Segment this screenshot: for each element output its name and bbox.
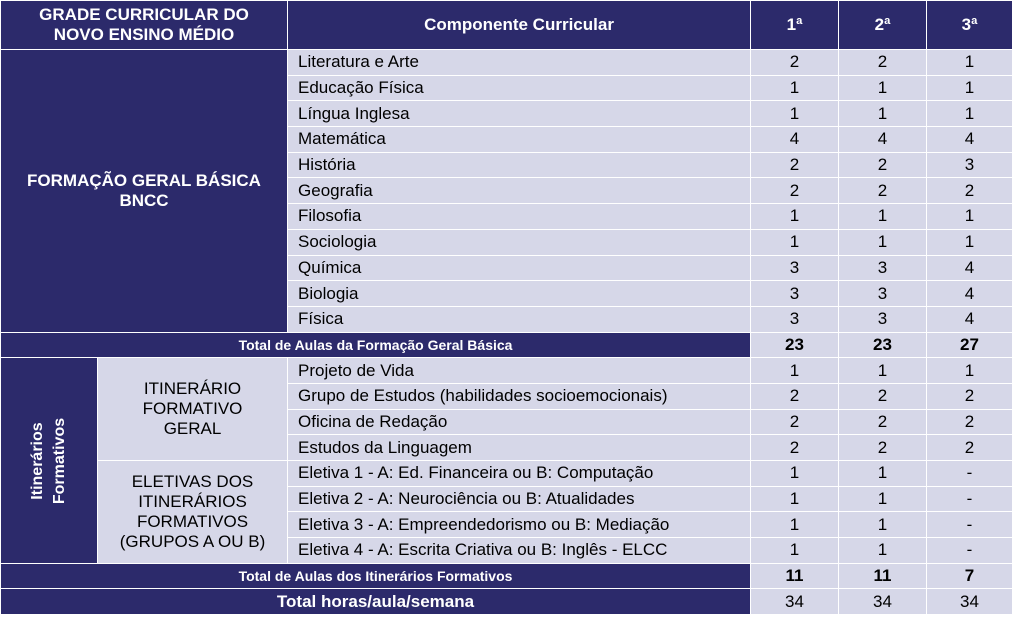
year3-value: 2: [927, 435, 1013, 461]
component-name: Estudos da Linguagem: [288, 435, 751, 461]
component-name: Matemática: [288, 127, 751, 153]
grand-total-year2: 34: [839, 589, 927, 615]
grand-total-year3: 34: [927, 589, 1013, 615]
year2-value: 2: [839, 409, 927, 435]
year2-value: 3: [839, 281, 927, 307]
column-header-year3: 3ª: [927, 1, 1013, 50]
component-name: Química: [288, 255, 751, 281]
itinerarios-total-label: Total de Aulas dos Itinerários Formativos: [1, 563, 751, 589]
year2-value: 1: [839, 75, 927, 101]
table-row: [1, 358, 1013, 384]
year2-value: 1: [839, 512, 927, 538]
year1-value: 2: [751, 409, 839, 435]
component-name: Geografia: [288, 178, 751, 204]
year3-value: -: [927, 461, 1013, 487]
year2-value: 3: [839, 255, 927, 281]
year3-value: -: [927, 512, 1013, 538]
year3-value: 4: [927, 127, 1013, 153]
year1-value: 1: [751, 486, 839, 512]
year3-value: 4: [927, 306, 1013, 332]
year3-value: 1: [927, 204, 1013, 230]
year1-value: 3: [751, 306, 839, 332]
component-name: Eletiva 1 - A: Ed. Financeira ou B: Computação: [288, 461, 751, 487]
itinerarios-total-year3: 7: [927, 563, 1013, 589]
year1-value: 1: [751, 358, 839, 384]
component-name: Eletiva 4 - A: Escrita Criativa ou B: Inglês - ELCC: [288, 538, 751, 564]
year1-value: 1: [751, 101, 839, 127]
component-name: Biologia: [288, 281, 751, 307]
bncc-group-label: [1, 50, 288, 333]
year3-value: 2: [927, 178, 1013, 204]
component-name: Língua Inglesa: [288, 101, 751, 127]
itinerarios-label-line2: Formativos: [51, 417, 68, 504]
year2-value: 2: [839, 383, 927, 409]
year1-value: 1: [751, 538, 839, 564]
grand-total-row: [1, 589, 1013, 615]
itinerario-geral-line1: ITINERÁRIO: [143, 379, 242, 399]
component-name: Grupo de Estudos (habilidades socioemocionais): [288, 383, 751, 409]
year2-value: 2: [839, 178, 927, 204]
year2-value: 1: [839, 538, 927, 564]
bncc-label-line1: FORMAÇÃO GERAL BÁSICA: [27, 170, 261, 190]
itinerarios-label-line1: Itinerários: [29, 421, 46, 500]
component-name: Projeto de Vida: [288, 358, 751, 384]
grand-total-label: Total horas/aula/semana: [1, 589, 751, 615]
column-header-component: Componente Curricular: [288, 1, 751, 50]
itinerarios-total-row: [1, 563, 1013, 589]
year3-value: 1: [927, 75, 1013, 101]
year3-value: 4: [927, 255, 1013, 281]
year1-value: 3: [751, 255, 839, 281]
year3-value: 1: [927, 50, 1013, 76]
year2-value: 2: [839, 50, 927, 76]
bncc-total-year3: 27: [927, 332, 1013, 358]
eletivas-line3: FORMATIVOS: [136, 511, 249, 531]
year3-value: -: [927, 538, 1013, 564]
year2-value: 1: [839, 358, 927, 384]
component-name: Filosofia: [288, 204, 751, 230]
itinerario-geral-line3: GERAL: [163, 419, 222, 439]
bncc-total-label: Total de Aulas da Formação Geral Básica: [1, 332, 751, 358]
year1-value: 4: [751, 127, 839, 153]
eletivas-label: [98, 461, 288, 564]
year1-value: 3: [751, 281, 839, 307]
component-name: Física: [288, 306, 751, 332]
eletivas-line1: ELETIVAS DOS: [131, 471, 254, 491]
year2-value: 2: [839, 435, 927, 461]
table-row: [1, 50, 1013, 76]
year3-value: 2: [927, 383, 1013, 409]
header-row: [1, 1, 1013, 50]
component-name: Educação Física: [288, 75, 751, 101]
component-name: História: [288, 152, 751, 178]
table-title-line2: NOVO ENSINO MÉDIO: [53, 25, 235, 44]
year1-value: 1: [751, 204, 839, 230]
eletivas-line2: ITINERÁRIOS: [138, 491, 247, 511]
year2-value: 2: [839, 152, 927, 178]
itinerarios-total-year2: 11: [839, 563, 927, 589]
component-name: Literatura e Arte: [288, 50, 751, 76]
component-name: Eletiva 2 - A: Neurociência ou B: Atualidades: [288, 486, 751, 512]
year2-value: 1: [839, 229, 927, 255]
year3-value: 2: [927, 409, 1013, 435]
year3-value: 3: [927, 152, 1013, 178]
grand-total-year1: 34: [751, 589, 839, 615]
table-title: [1, 1, 288, 50]
year1-value: 1: [751, 75, 839, 101]
year1-value: 2: [751, 383, 839, 409]
year3-value: 1: [927, 101, 1013, 127]
year1-value: 2: [751, 178, 839, 204]
itinerario-geral-line2: FORMATIVO: [142, 399, 243, 419]
eletivas-line4: (GRUPOS A OU B): [119, 531, 266, 551]
year3-value: 1: [927, 358, 1013, 384]
year1-value: 1: [751, 461, 839, 487]
table-title-line1: GRADE CURRICULAR DO: [39, 5, 249, 24]
year2-value: 4: [839, 127, 927, 153]
year3-value: 1: [927, 229, 1013, 255]
year3-value: -: [927, 486, 1013, 512]
component-name: Eletiva 3 - A: Empreendedorismo ou B: Mediação: [288, 512, 751, 538]
year1-value: 2: [751, 152, 839, 178]
year1-value: 1: [751, 512, 839, 538]
bncc-total-year1: 23: [751, 332, 839, 358]
column-header-year2: 2ª: [839, 1, 927, 50]
column-header-year1: 1ª: [751, 1, 839, 50]
year3-value: 4: [927, 281, 1013, 307]
component-name: Oficina de Redação: [288, 409, 751, 435]
bncc-label-line2: BNCC: [119, 190, 169, 210]
year1-value: 1: [751, 229, 839, 255]
bncc-total-row: [1, 332, 1013, 358]
year2-value: 1: [839, 204, 927, 230]
year2-value: 1: [839, 101, 927, 127]
component-name: Sociologia: [288, 229, 751, 255]
itinerarios-total-year1: 11: [751, 563, 839, 589]
itinerario-geral-label: [98, 358, 288, 461]
year2-value: 1: [839, 461, 927, 487]
itinerarios-group-label: [1, 358, 98, 564]
year2-value: 3: [839, 306, 927, 332]
year1-value: 2: [751, 435, 839, 461]
year2-value: 1: [839, 486, 927, 512]
year1-value: 2: [751, 50, 839, 76]
table-row: [1, 461, 1013, 487]
bncc-total-year2: 23: [839, 332, 927, 358]
